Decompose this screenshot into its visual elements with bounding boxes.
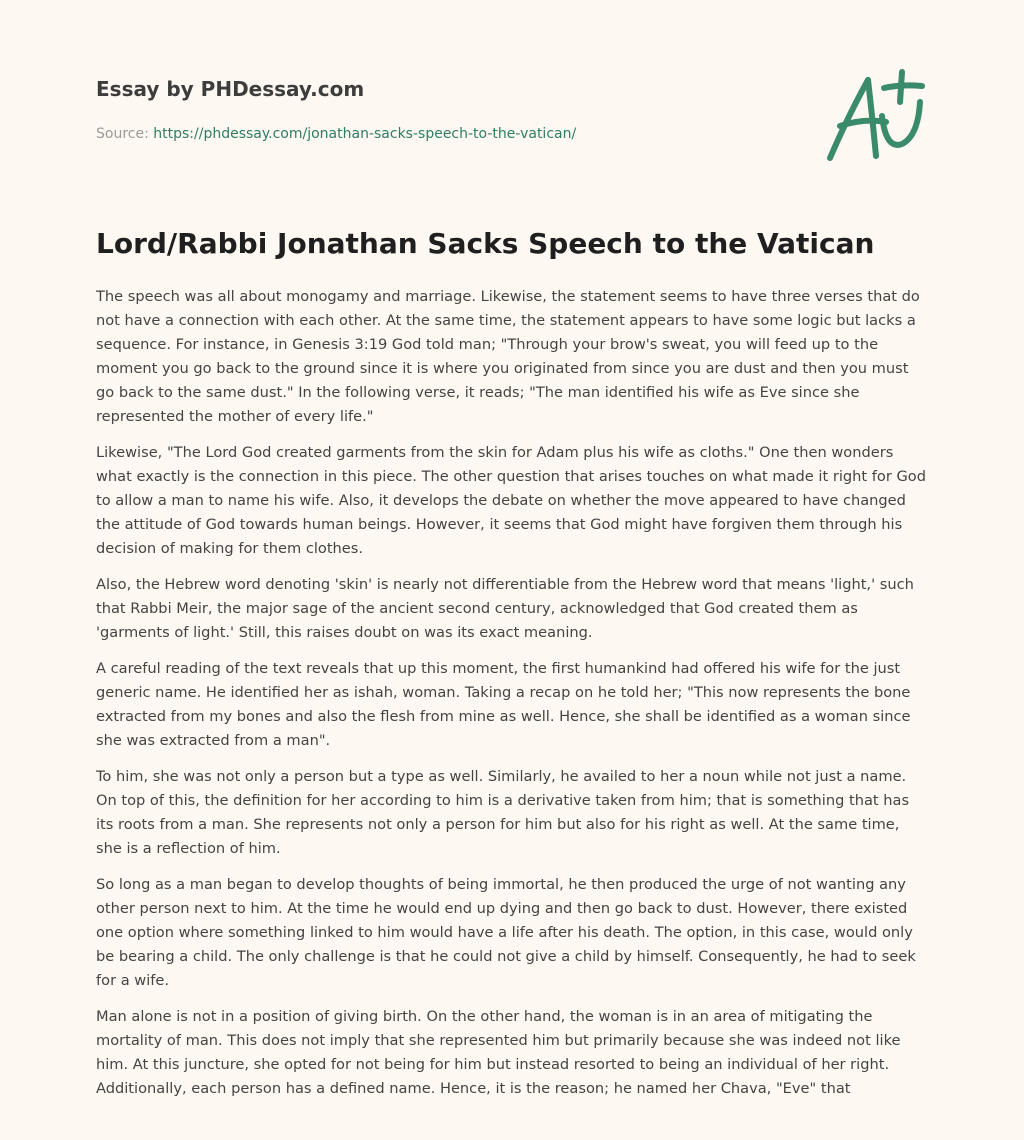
- brand-title: Essay by PHDessay.com: [96, 77, 365, 101]
- essay-title: Lord/Rabbi Jonathan Sacks Speech to the Vatican: [96, 227, 875, 260]
- source-line: [96, 124, 856, 144]
- source-label: Source:: [96, 126, 149, 142]
- source-link[interactable]: https://phdessay.com/jonathan-sacks-speech-to-the-vatican/: [153, 126, 577, 142]
- paragraph: Man alone is not in a position of giving birth. On the other hand, the woman is in an area of mitigating the mortality of man. This does not imply that she represented him but primarily because she was indeed not like him. At this juncture, she opted for not being for him but instead resorted to being an individual of her right. Additionally, each person has a defined name. Hence, it is the reason; he named her Chava, "Eve" that: [96, 1008, 901, 1097]
- paragraph: So long as a man began to develop thoughts of being immortal, he then produced the urge of not wanting any other person next to him. At the time he would end up dying and then go back to dust. However, there existed one option where something linked to him would have a life after his death. The option, in this case, would only be bearing a child. The only challenge is that he could not give a child by himself. Consequently, he had to seek for a wife.: [96, 876, 916, 989]
- paragraph: To him, she was not only a person but a type as well. Similarly, he availed to her a noun while not just a name. On top of this, the definition for her according to him is a derivative taken from him; that is something that has its roots from a man. She represents not only a person for him but also for his right as well. At the same time, she is a reflection of him.: [96, 768, 910, 857]
- paragraph: A careful reading of the text reveals that up this moment, the first humankind had offered his wife for the just generic name. He identified her as ishah, woman. Taking a recap on he told her; "This now represents the bone extracted from my bones and also the flesh from mine as well. Hence, she shall be identified as a woman since she was extracted from a man".: [96, 660, 911, 749]
- a-plus-grade-icon: [820, 66, 930, 166]
- paragraph: The speech was all about monogamy and marriage. Likewise, the statement seems to have three verses that do not have a connection with each other. At the same time, the statement appears to have some logic but lacks a sequence. For instance, in Genesis 3:19 God told man; "Through your brow's sweat, you will feed up to the moment you go back to the ground since it is where you originated from since you are dust and then you must go back to the same dust." In the following verse, it reads; "The man identified his wife as Eve since she represented the mother of every life.": [96, 288, 920, 425]
- essay-body: [96, 285, 928, 1113]
- essay-header: [96, 74, 856, 144]
- paragraph: Likewise, "The Lord God created garments from the skin for Adam plus his wife as cloths." One then wonders what exactly is the connection in this piece. The other question that arises touches on what made it right for God to allow a man to name his wife. Also, it develops the debate on whether the move appeared to have changed the attitude of God towards human beings. However, it seems that God might have forgiven them through his decision of making for them clothes.: [96, 444, 926, 557]
- paragraph: Also, the Hebrew word denoting 'skin' is nearly not differentiable from the Hebrew word that means 'light,' such that Rabbi Meir, the major sage of the ancient second century, acknowledged that God created them as 'garments of light.' Still, this raises doubt on was its exact meaning.: [96, 576, 914, 641]
